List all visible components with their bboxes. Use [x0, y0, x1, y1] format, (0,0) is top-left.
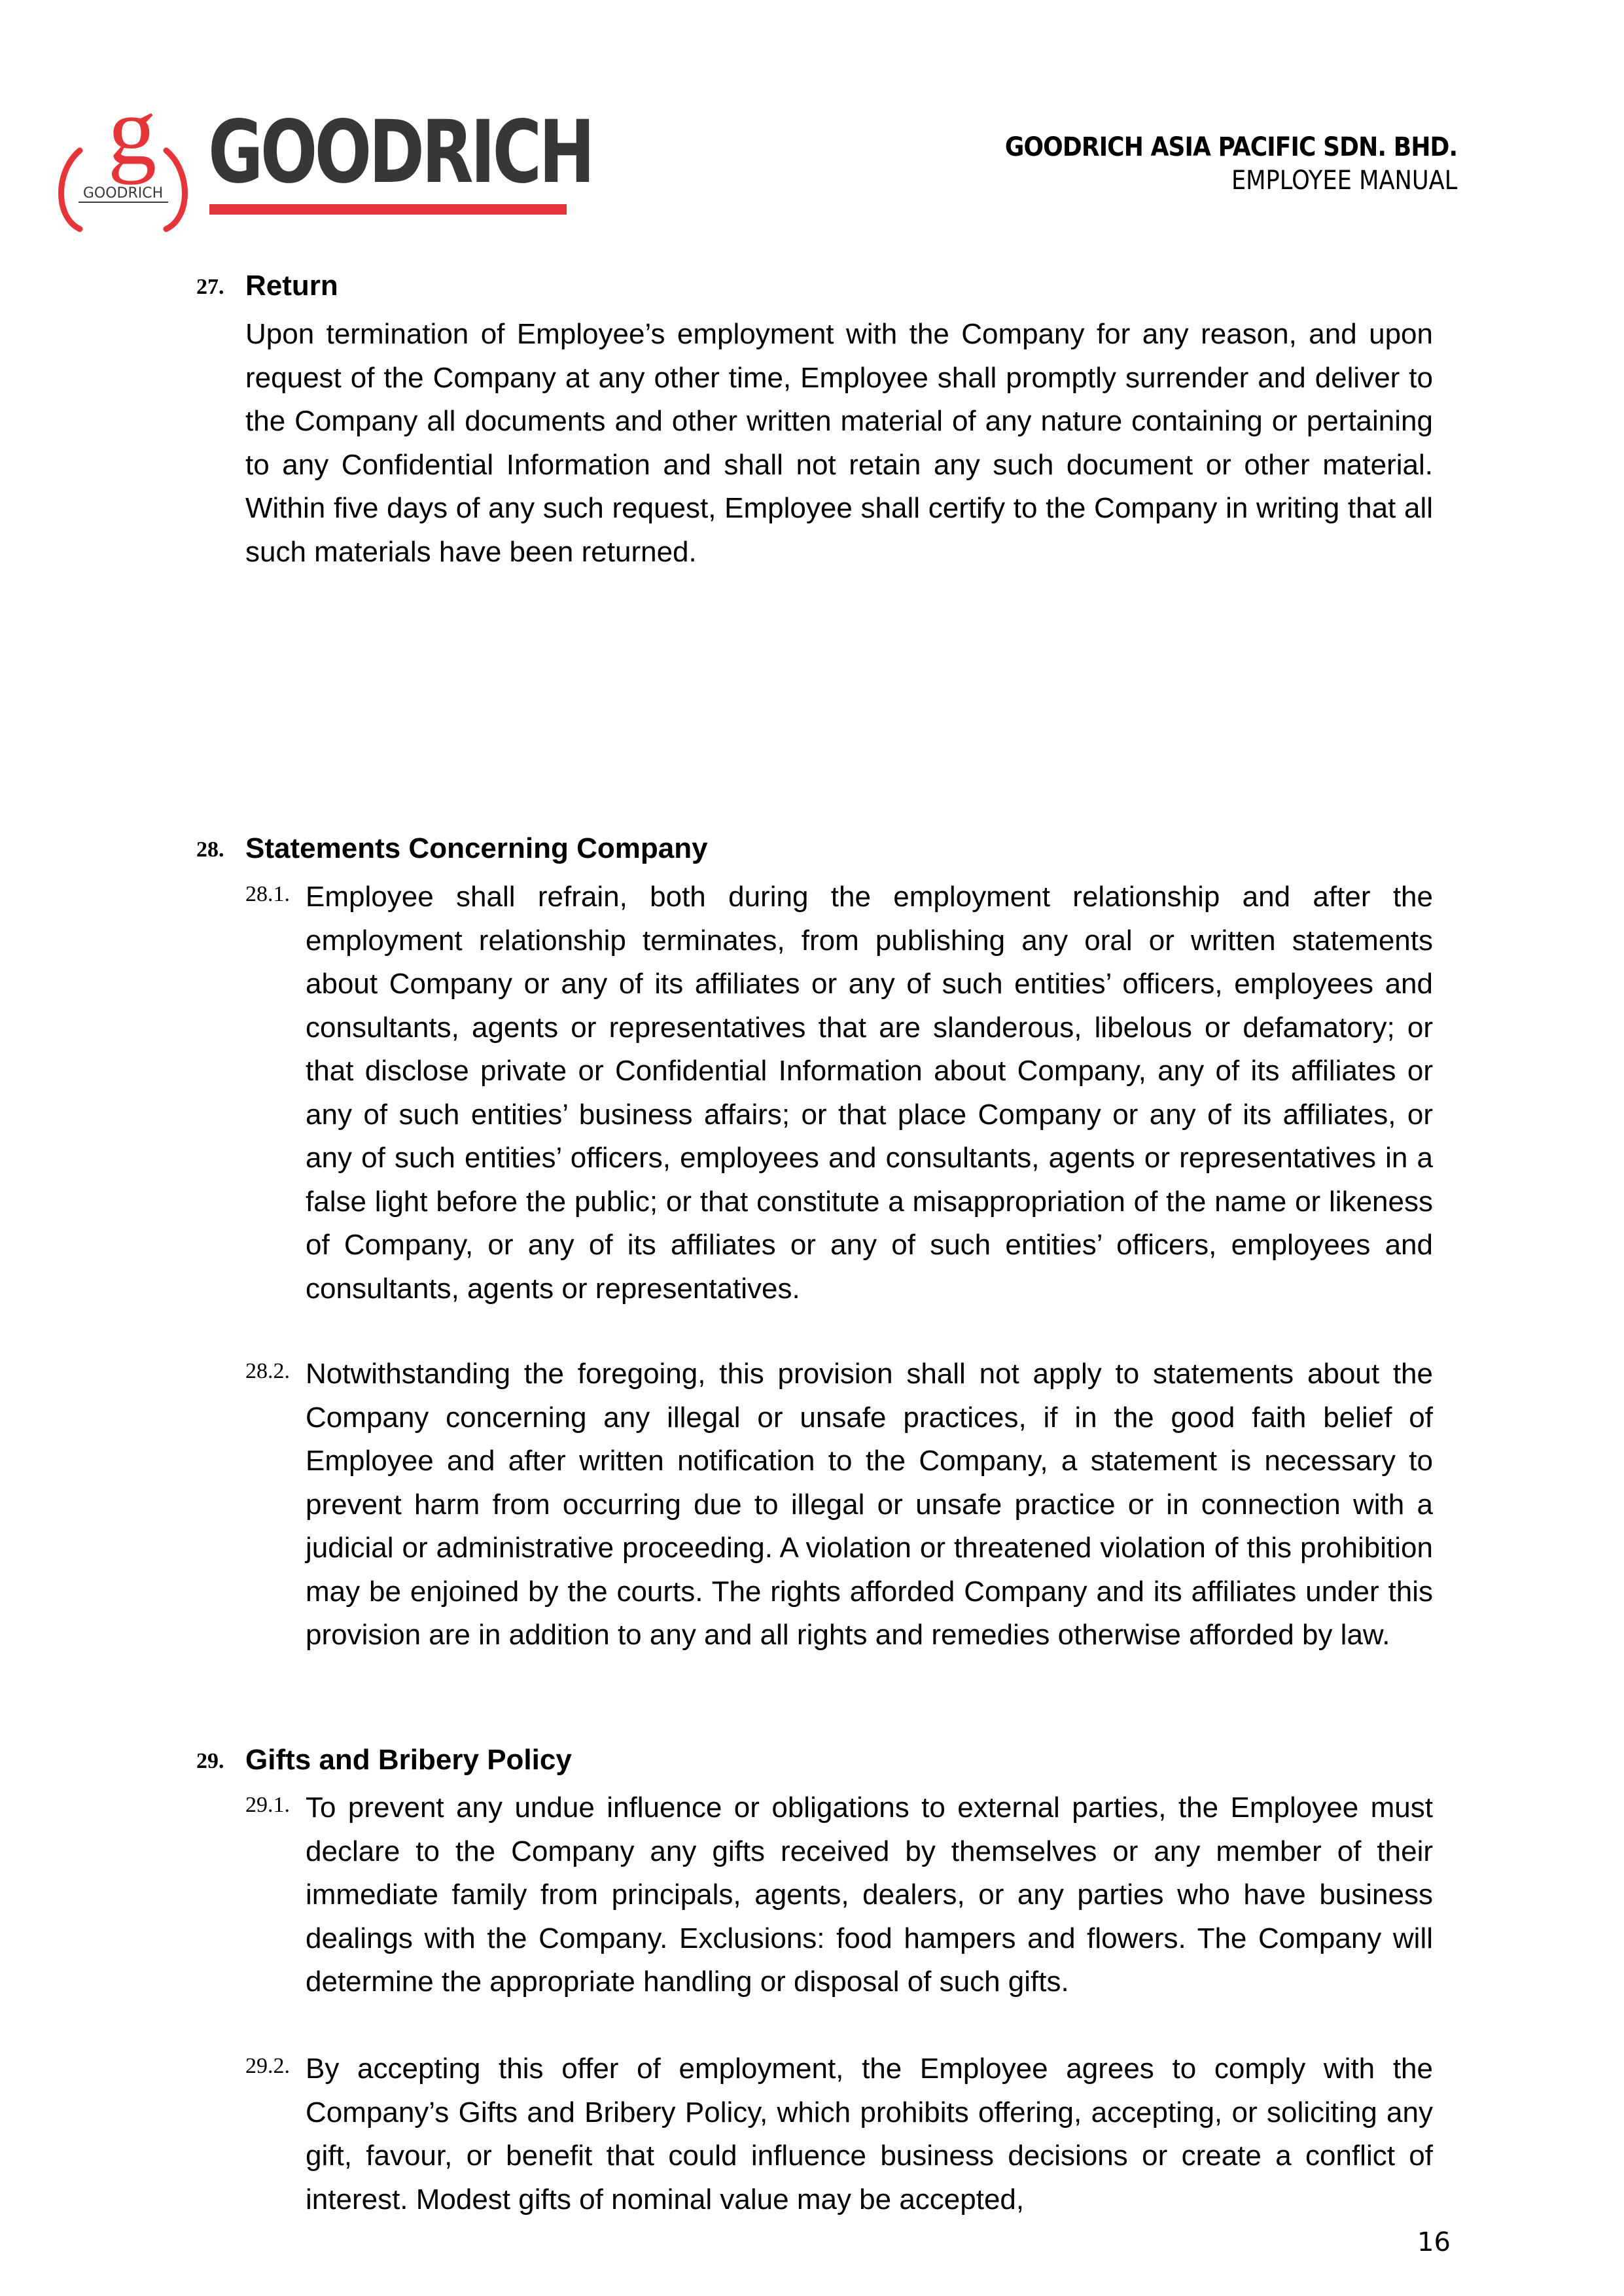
section-title: Statements Concerning Company	[245, 832, 708, 864]
wordmark-underline-bar	[209, 204, 567, 215]
right-paren-icon	[166, 150, 185, 229]
section-number: 28.	[196, 838, 224, 862]
section-paragraph: Upon termination of Employee’s employment with the Company for any reason, and upon request of the Company at any other time, Employee shall promptly surrender and deliver to the Company all documents and other written material of any nature containing or pertaining to any Confidential Information and shall not retain any such document or other material. Within five days of any such request, Employee shall certify to the Company in writing that all such materials have been returned.	[245, 318, 1433, 568]
section-title: Return	[245, 270, 338, 302]
section-number: 27.	[196, 275, 224, 299]
logo-emblem-icon	[55, 86, 199, 234]
section-number: 29.	[196, 1749, 224, 1773]
subsection-number: 28.2.	[245, 1359, 290, 1383]
document-header	[955, 131, 1457, 198]
goodrich-wordmark	[208, 102, 592, 218]
section-title: Gifts and Bribery Policy	[245, 1744, 572, 1776]
page-number: 16	[1417, 2227, 1451, 2257]
logo-emblem-letter: g	[107, 86, 157, 185]
document-title: EMPLOYEE MANUAL	[1231, 166, 1457, 196]
subsection-number: 29.2.	[245, 2054, 290, 2078]
subsection-number: 28.1.	[245, 882, 290, 906]
wordmark-text: GOODRICH	[208, 102, 592, 203]
goodrich-emblem-logo	[55, 86, 199, 234]
subsection-paragraph: Notwithstanding the foregoing, this provision shall not apply to statements about the Company concerning any illegal or unsafe practices, if in the good faith belief of Employee and after written notification to the Company, a statement is necessary to prevent harm from occurring due to illegal or unsafe practice or in connection with a judicial or administrative proceeding. A violation or threatened violation of this prohibition may be enjoined by the courts. The rights afforded Company and its affiliates under this provision are in addition to any and all rights and remedies otherwise afforded by law.	[306, 1358, 1433, 1651]
subsection-number: 29.1.	[245, 1793, 290, 1817]
left-paren-icon	[62, 150, 80, 229]
subsection-paragraph: By accepting this offer of employment, the Employee agrees to comply with the Company’s Gifts and Bribery Policy, which prohibits offering, accepting, or soliciting any gift, favour, or benefit that could influence business decisions or create a conflict of interest. Modest gifts of nominal value may be accepted,	[306, 2053, 1433, 2216]
company-name: GOODRICH ASIA PACIFIC SDN. BHD.	[1004, 132, 1457, 162]
subsection-paragraph: To prevent any undue influence or obligations to external parties, the Employee must declare to the Company any gifts received by themselves or any member of their immediate family from principals, agents, dealers, or any parties who have business dealings with the Company. Exclusions: food hampers and flowers. The Company will determine the appropriate handling or disposal of such gifts.	[306, 1792, 1433, 1998]
logo-emblem-underline	[79, 202, 168, 203]
subsection-paragraph: Employee shall refrain, both during the employment relationship and after the employment relationship terminates, from publishing any oral or written statements about Company or any of its affiliates or any of such entities’ officers, employees and consultants, agents or representatives that are slanderous, libelous or defamatory; or that disclose private or Confidential Information about Company, any of its affiliates or any of such entities’ business affairs; or that place Company or any of its affiliates, or any of such entities’ officers, employees and consultants, agents or representatives in a false light before the public; or that constitute a misappropriation of the name or likeness of Company, or any of its affiliates or any of such entities’ officers, employees and consultants, agents or representatives.	[306, 881, 1433, 1305]
logo-emblem-text: GOODRICH	[82, 185, 164, 202]
